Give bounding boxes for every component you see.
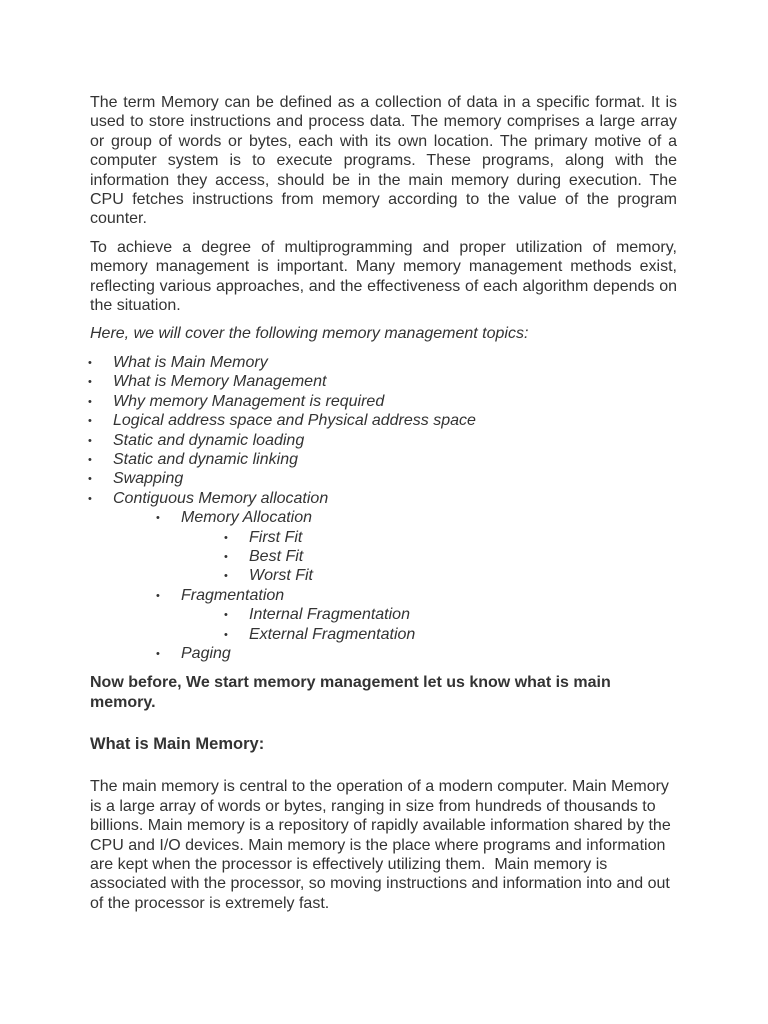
list-item (90, 625, 677, 644)
topics-intro: Here, we will cover the following memory management topics: (90, 325, 529, 343)
list-item (90, 431, 677, 450)
bullet-icon: • (88, 356, 92, 369)
list-item (90, 605, 677, 624)
list-item-text: Swapping (113, 470, 184, 488)
list-item (90, 489, 677, 508)
list-item-text: Static and dynamic loading (113, 431, 305, 449)
intro-paragraph: The term Memory can be defined as a collection of data in a specific format. It is used to store instructions and process data. The memory comprises a large array or group of words or bytes, each with its own location. The primary motive of a computer system is to execute programs. These programs, along with the information they access, should be in the main memory during execution. The CPU fetches instructions from memory according to the value of the program counter. (90, 94, 677, 228)
section-heading: What is Main Memory: (90, 735, 265, 754)
subtopics-list (90, 508, 677, 527)
list-item-text: Static and dynamic linking (113, 450, 298, 468)
bullet-icon: • (224, 628, 228, 641)
main-memory-paragraph: The main memory is central to the operation of a modern computer. Main Memory is a large array of words or bytes, ranging in size from hundreds of thousands to billions. Main memory is a repository of rapidly available information shared by the CPU and I/O devices. Main memory is the place where programs and information are kept when the processor is effectively utilizing them. Main memory is associated with the processor, so moving instructions and information into and out of the processor is extremely fast. (90, 778, 676, 912)
list-item (90, 547, 677, 566)
list-item (90, 450, 677, 469)
list-item (90, 644, 677, 663)
bullet-icon: • (88, 395, 92, 408)
list-item-text: Internal Fragmentation (249, 606, 410, 624)
bullet-icon: • (88, 434, 92, 447)
list-item (90, 566, 677, 585)
memory-management-paragraph: To achieve a degree of multiprogramming and proper utilization of memory, memory management is important. Many memory management methods exist, reflecting various approaches, and the effectiveness of each algorithm depends on the situation. (90, 238, 677, 315)
list-item (90, 392, 677, 411)
document-page (90, 93, 677, 913)
list-item (90, 586, 677, 605)
bullet-icon: • (224, 570, 228, 583)
bullet-icon: • (224, 609, 228, 622)
list-item-text: What is Main Memory (113, 353, 268, 371)
topics-list (90, 353, 677, 508)
list-item (90, 372, 677, 391)
list-item-text: Paging (181, 644, 231, 662)
memory-allocation-list (90, 528, 677, 586)
list-item (90, 508, 677, 527)
bullet-icon: • (156, 647, 160, 660)
list-item-text: Logical address space and Physical address space (113, 412, 476, 430)
bullet-icon: • (88, 453, 92, 466)
bullet-icon: • (224, 531, 228, 544)
list-item-text: External Fragmentation (249, 625, 416, 643)
list-item-text: Fragmentation (181, 586, 285, 604)
subtopics-list (90, 586, 677, 605)
list-item-text: Worst Fit (249, 567, 313, 585)
list-item (90, 411, 677, 430)
bullet-icon: • (88, 473, 92, 486)
bullet-icon: • (156, 589, 160, 602)
list-item (90, 469, 677, 488)
bullet-icon: • (88, 415, 92, 428)
subtopics-list (90, 644, 677, 663)
list-item (90, 353, 677, 372)
list-item-text: What is Memory Management (113, 373, 327, 391)
bold-note: Now before, We start memory management let us know what is main memory. (90, 674, 611, 712)
bullet-icon: • (88, 492, 92, 505)
bullet-icon: • (88, 376, 92, 389)
list-item-text: Contiguous Memory allocation (113, 489, 329, 507)
fragmentation-list (90, 605, 677, 644)
list-item-text: Best Fit (249, 547, 304, 565)
list-item-text: Memory Allocation (181, 509, 313, 527)
bullet-icon: • (156, 512, 160, 525)
list-item-text: Why memory Management is required (113, 392, 385, 410)
list-item-text: First Fit (249, 528, 303, 546)
list-item (90, 528, 677, 547)
bullet-icon: • (224, 550, 228, 563)
